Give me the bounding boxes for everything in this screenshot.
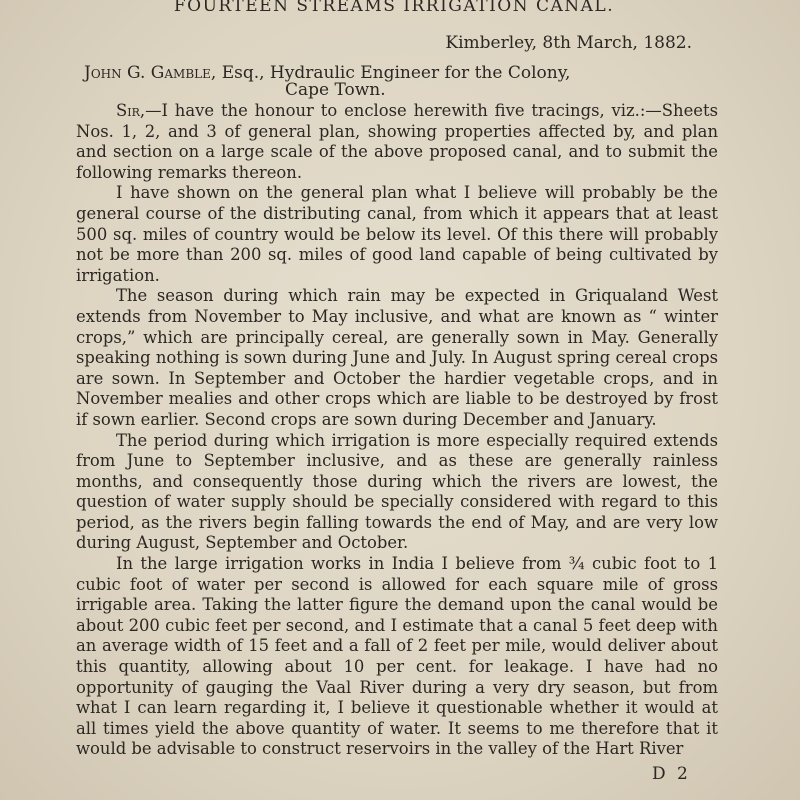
- paragraph: The season during which rain may be expected in Griqualand West extends from November to May inclusive, and what are known as “ winter crops,” which are principally cereal, are generally sown in May. Generally speaking nothing is sown during June and July. In August spring cereal crops are sown. In September and October the hardier vegetable crops, and in November mealies and other crops which are liable to be destroyed by frost if sown earlier. Second crops are sown during December and January.: [76, 286, 718, 429]
- letter-body: [76, 101, 718, 760]
- page-header: FOURTEEN STREAMS IRRIGATION CANAL.: [173, 0, 615, 16]
- addressee-title: , Esq., Hydraulic Engineer for the Colony,: [210, 63, 571, 83]
- paragraph: [76, 101, 718, 183]
- page-number: D 2: [652, 764, 691, 784]
- paragraph-text: —I have the honour to enclose herewith five tracings, viz.:—Sheets Nos. 1, 2, and 3 of general plan, showing properties affected by, and plan and section on a large scale of the above proposed canal, and to submit the following remarks thereon.: [76, 101, 718, 182]
- paragraph: In the large irrigation works in India I believe from ¾ cubic foot to 1 cubic foot of water per second is allowed for each square mile of gross irrigable area. Taking the latter figure the demand upon the canal would be about 200 cubic feet per second, and I estimate that a canal 5 feet deep with an average width of 15 feet and a fall of 2 feet per mile, would deliver about this quantity, allowing about 10 per cent. for leakage. I have had no opportunity of gauging the Vaal River during a very dry season, but from what I can learn regarding it, I believe it questionable whether it would at all times yield the above quantity of water. It seems to me therefore that it would be advisable to construct reservoirs in the valley of the Hart River: [76, 554, 718, 759]
- addressee-location: Cape Town.: [285, 80, 386, 100]
- addressee-name: John G. Gamble: [84, 63, 211, 83]
- paragraph: I have shown on the general plan what I believe will probably be the general course of the distributing canal, from which it appears that at least 500 sq. miles of country would be below its level. Of this there will probably not be more than 200 sq. miles of good land capable of being cultivated by irrigation.: [76, 183, 718, 285]
- paragraph: The period during which irrigation is more especially required extends from June to September inclusive, and as these are generally rainless months, and consequently those during which the rivers are lowest, the question of water supply should be specially considered with regard to this period, as the rivers begin falling towards the end of May, and are very low during August, September and October.: [76, 430, 718, 553]
- salutation: Sir,: [116, 101, 146, 120]
- dateline: Kimberley, 8th March, 1882.: [445, 33, 692, 53]
